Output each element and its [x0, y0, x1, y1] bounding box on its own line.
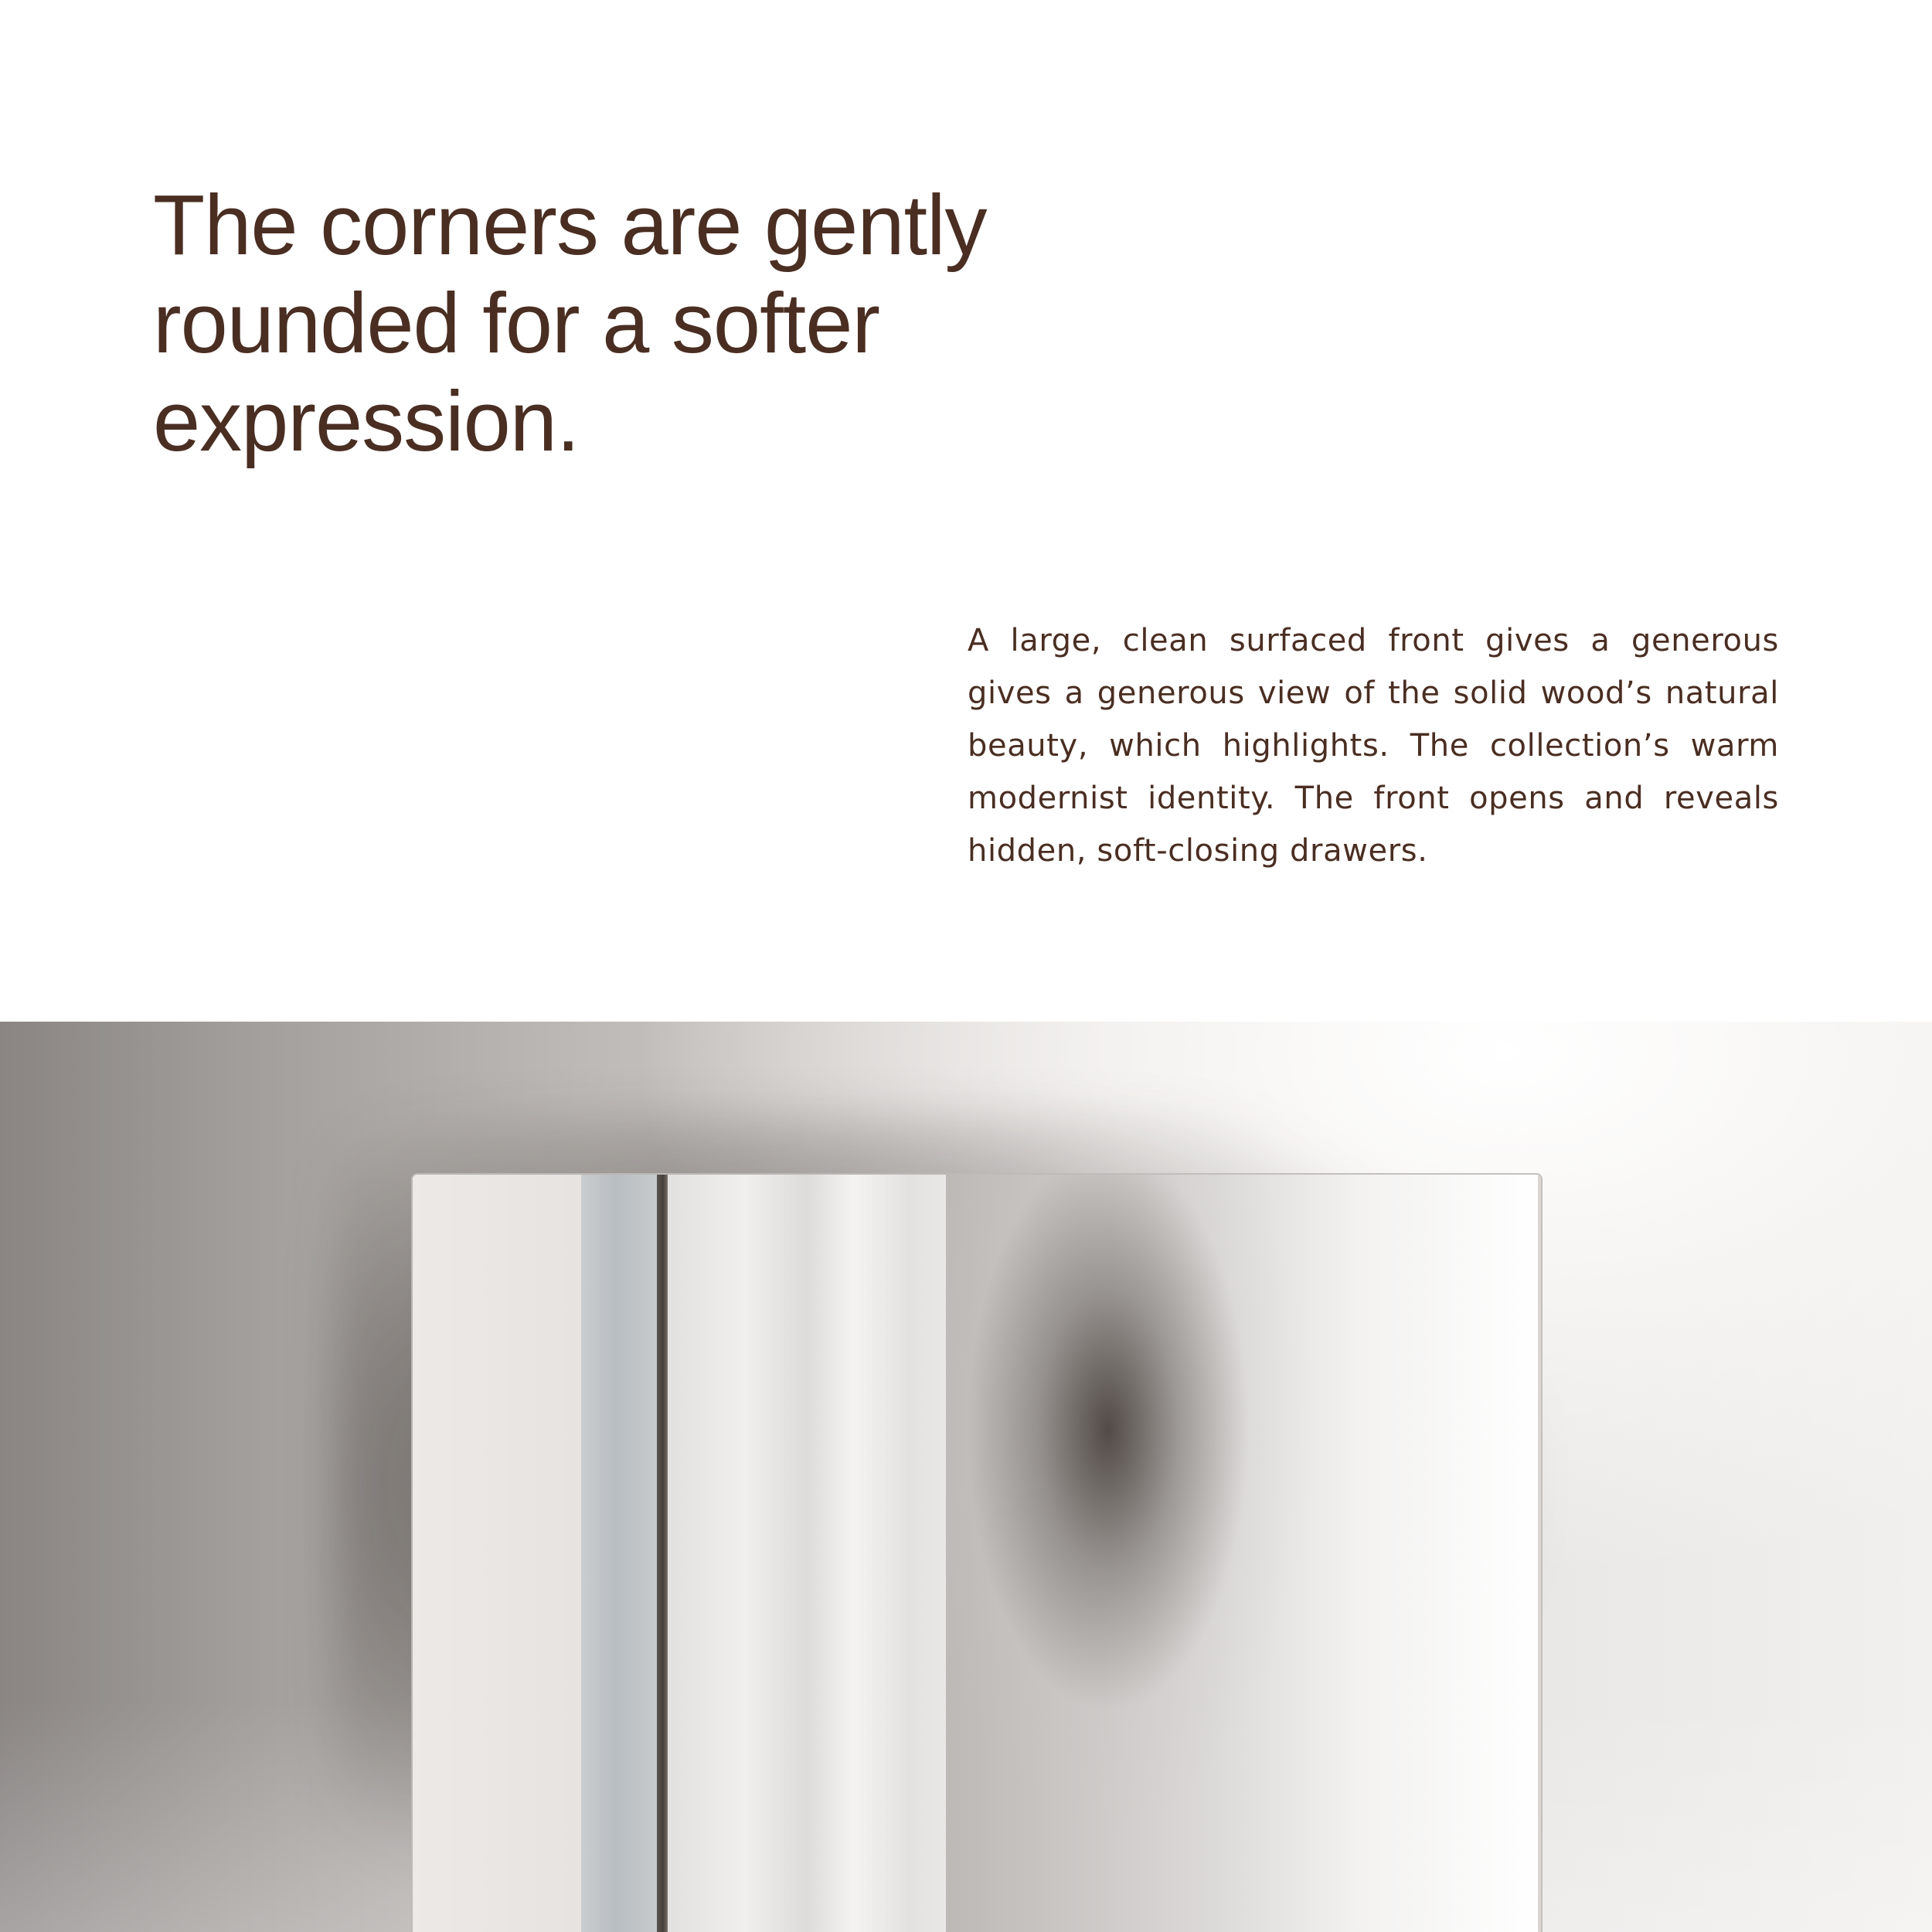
cabinet-right-reflection: [946, 1175, 1541, 1932]
cabinet-reflection-stripe: [581, 1175, 657, 1932]
cabinet-divider: [657, 1175, 668, 1932]
headline: [153, 176, 1080, 471]
headline-line-2: rounded for a softer: [153, 276, 880, 371]
cabinet-left-panel: [413, 1175, 583, 1932]
product-photo: [0, 1022, 1932, 1932]
wall-cabinet: [413, 1175, 1541, 1932]
cabinet-mid-reflection: [668, 1175, 977, 1932]
headline-line-3: expression.: [153, 374, 580, 469]
cabinet-right-edge: [1538, 1175, 1541, 1932]
body-paragraph: A large, clean surfaced front gives a generous gives a generous view of the solid wood’s natural beauty, which highlights. The collection’s warm modernist identity. The front opens and reveals hidden, soft-closing drawers.: [968, 623, 1779, 869]
headline-line-1: The corners are gently: [153, 178, 987, 273]
